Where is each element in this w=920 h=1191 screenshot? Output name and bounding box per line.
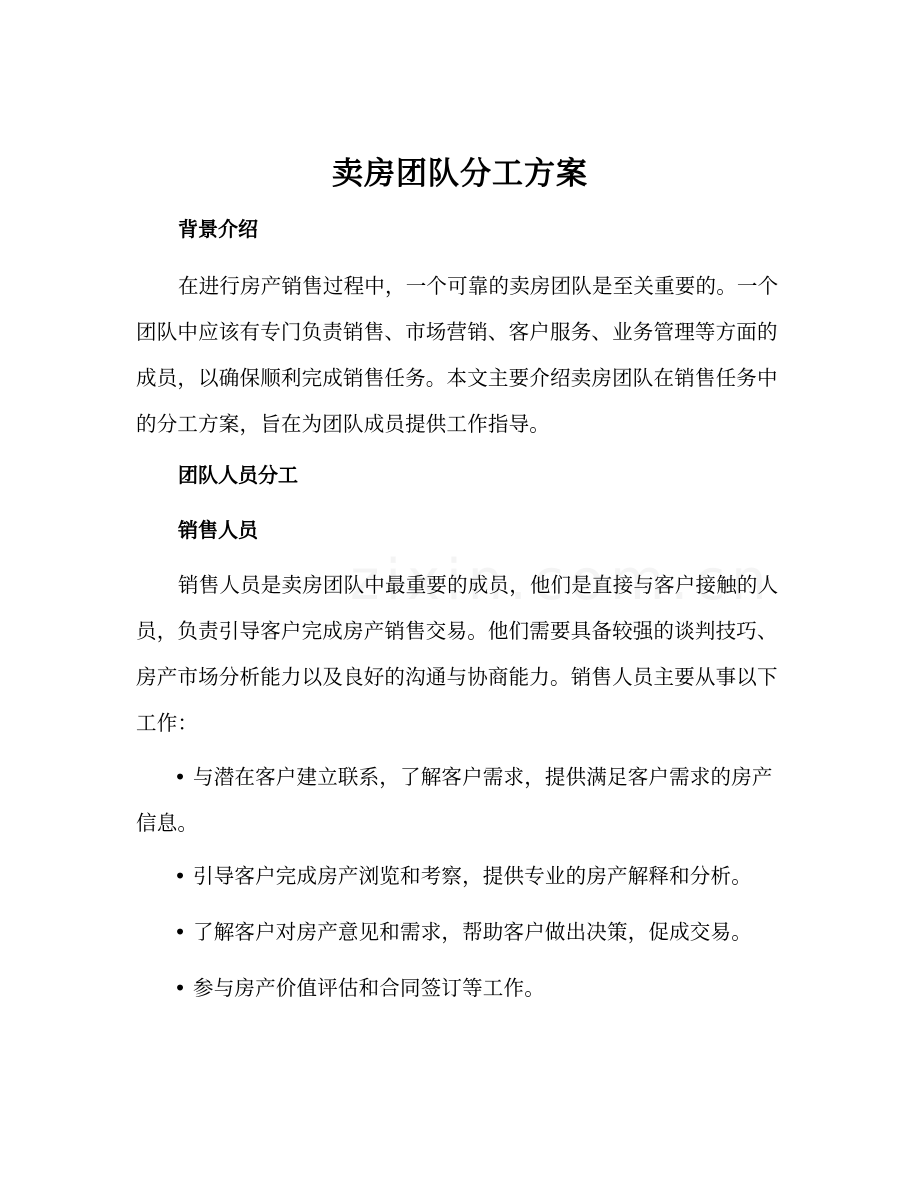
section-heading-background: 背景介绍 [178, 217, 258, 241]
background-paragraph: 在进行房产销售过程中，一个可靠的卖房团队是至关重要的。一个团队中应该有专门负责销售、市场营销、客户服务、业务管理等方面的成员，以确保顺利完成销售任务。本文主要介绍卖房团队在销售任务中的分工方案，旨在为团队成员提供工作指导。 [136, 274, 779, 436]
section-heading-sales: 销售人员 [178, 518, 258, 542]
bullet-item: • 与潜在客户建立联系，了解客户需求，提供满足客户需求的房产信息。 [136, 765, 773, 835]
bullet-item: • 了解客户对房产意见和需求，帮助客户做出决策，促成交易。 [174, 920, 752, 944]
section-heading-division: 团队人员分工 [178, 463, 298, 487]
bullet-item: • 引导客户完成房产浏览和考察，提供专业的房产解释和分析。 [174, 864, 752, 888]
document-title: 卖房团队分工方案 [332, 156, 588, 192]
sales-paragraph: 销售人员是卖房团队中最重要的成员，他们是直接与客户接触的人员，负责引导客户完成房产销售交易。他们需要具备较强的谈判技巧、房产市场分析能力以及良好的沟通与协商能力。销售人员主要从事以下工作： [136, 573, 779, 735]
bullet-item: • 参与房产价值评估和合同签订等工作。 [174, 976, 545, 1000]
